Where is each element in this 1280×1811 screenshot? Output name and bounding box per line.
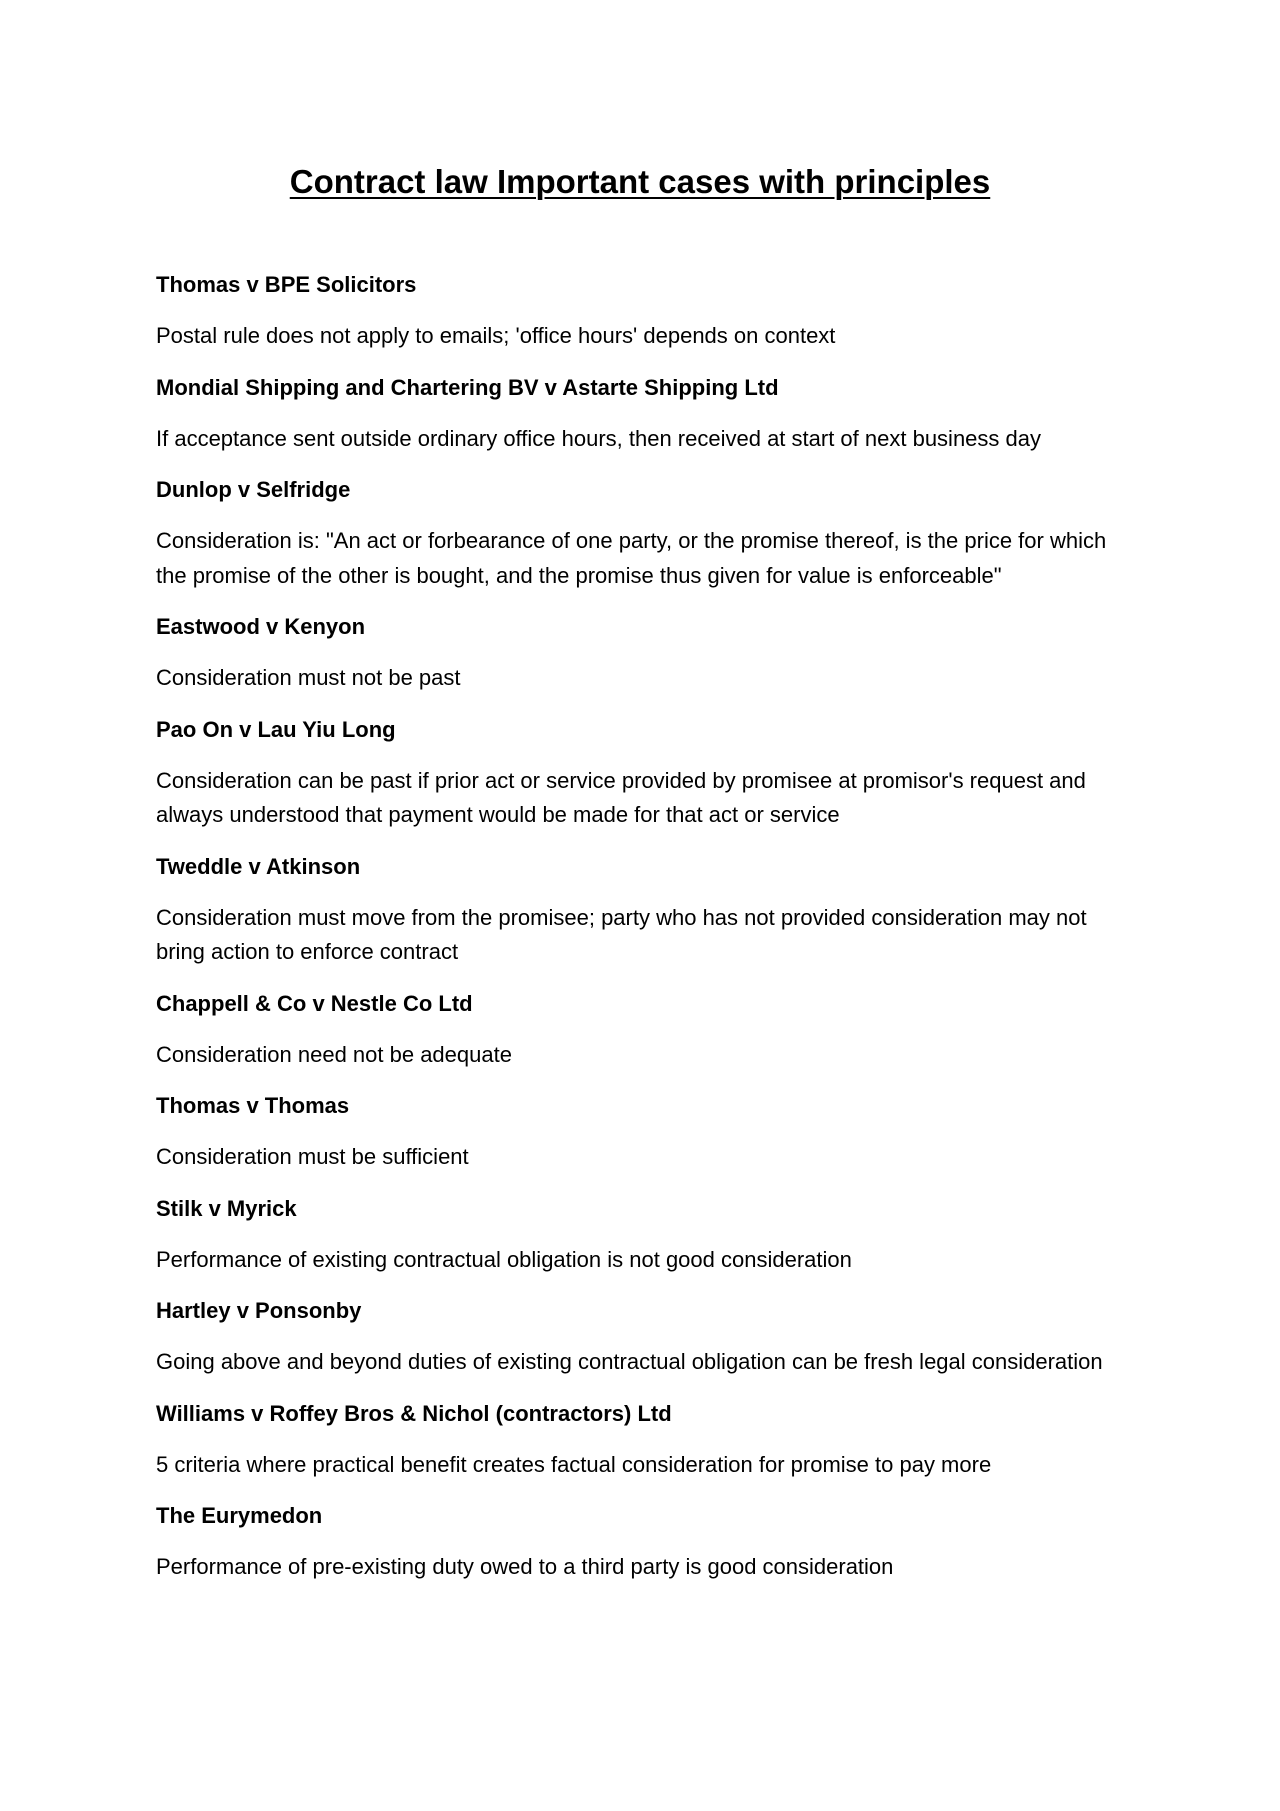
case-principle: Consideration need not be adequate [156, 1041, 512, 1067]
case-principle: Going above and beyond duties of existing contractual obligation can be fresh legal consideration [156, 1349, 1103, 1374]
case-entry [156, 1089, 1124, 1175]
case-entry [156, 987, 1124, 1073]
case-name: Tweddle v Atkinson [156, 853, 361, 879]
case-name: Hartley v Ponsonby [156, 1298, 362, 1323]
case-name: Thomas v Thomas [156, 1093, 350, 1118]
case-entry [156, 473, 1124, 593]
case-entry [156, 850, 1124, 970]
case-name: Chappell & Co v Nestle Co Ltd [156, 990, 473, 1016]
case-principle: Consideration must not be past [156, 665, 461, 690]
case-entry [156, 1294, 1124, 1380]
case-principle: Postal rule does not apply to emails; 'office hours' depends on context [156, 323, 836, 348]
case-principle: If acceptance sent outside ordinary office hours, then received at start of next business day [156, 425, 1041, 451]
case-entry [156, 268, 1124, 354]
case-name: Thomas v BPE Solicitors [156, 272, 417, 297]
case-name: Dunlop v Selfridge [156, 477, 351, 502]
case-list [156, 268, 1124, 1585]
case-name: Mondial Shipping and Chartering BV v Astarte Shipping Ltd [156, 374, 779, 400]
case-principle: 5 criteria where practical benefit creates factual consideration for promise to pay more [156, 1451, 992, 1477]
page-title: Contract law Important cases with principles [289, 163, 991, 200]
case-principle: Performance of existing contractual obligation is not good consideration [156, 1246, 852, 1272]
case-principle: Consideration must be sufficient [156, 1144, 469, 1169]
case-entry [156, 1192, 1124, 1278]
case-name: Pao On v Lau Yiu Long [156, 716, 396, 742]
case-entry [156, 610, 1124, 696]
case-principle: Performance of pre-existing duty owed to a third party is good consideration [156, 1554, 894, 1579]
case-entry [156, 713, 1124, 833]
case-principle: Consideration is: "An act or forbearance of one party, or the promise thereof, is the price for which the promise of the other is bought, and the promise thus given for value is enforceable" [156, 528, 1107, 588]
case-name: Williams v Roffey Bros & Nichol (contractors) Ltd [156, 1400, 672, 1426]
case-entry [156, 1397, 1124, 1483]
case-name: Eastwood v Kenyon [156, 614, 366, 639]
case-name: Stilk v Myrick [156, 1195, 297, 1221]
case-name: The Eurymedon [156, 1503, 323, 1528]
case-entry [156, 1499, 1124, 1585]
case-entry [156, 371, 1124, 457]
case-principle: Consideration must move from the promisee; party who has not provided consideration may not bring action to enforce contract [156, 904, 1087, 964]
case-principle: Consideration can be past if prior act or service provided by promisee at promisor's request and always understood that payment would be made for that act or service [156, 767, 1086, 827]
